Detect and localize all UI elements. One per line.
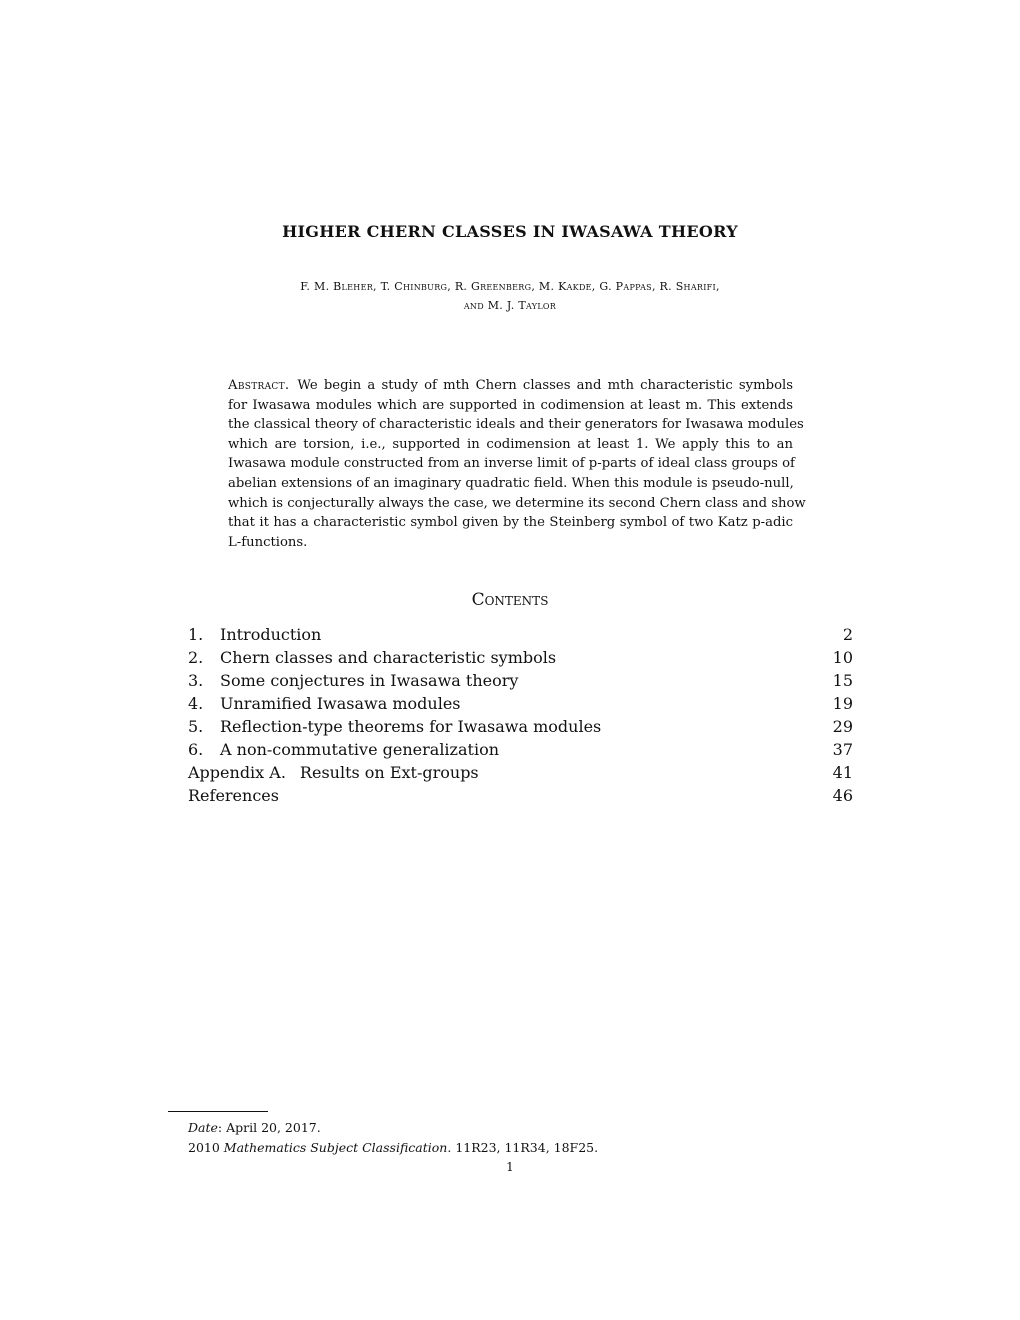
toc-entry-number: 2. (188, 648, 204, 667)
date-footnote (188, 1118, 598, 1138)
msc-year: 2010 (188, 1140, 220, 1155)
toc-entry-label (188, 669, 518, 692)
toc-entry-number: 4. (188, 694, 204, 713)
abstract-line: for Iwasawa modules which are supported in codimension at least m. This extends (228, 397, 793, 413)
toc-entry-page: 29 (832, 717, 853, 736)
abstract-line: abelian extensions of an imaginary quadratic field. When this module is pseudo-null, (228, 475, 794, 491)
toc-entry-label (188, 692, 461, 715)
abstract-line: which is conjecturally always the case, we determine its second Chern class and show (228, 495, 806, 511)
abstract-line: the classical theory of characteristic ideals and their generators for Iwasawa modules (228, 417, 804, 433)
paper-title: HIGHER CHERN CLASSES IN IWASAWA THEORY (282, 222, 738, 241)
abstract-heading: Abstract. (228, 378, 290, 393)
footnote-rule (168, 1111, 268, 1112)
toc-entry-label (188, 738, 499, 761)
footnotes (188, 1118, 598, 1158)
abstract-line: that it has a characteristic symbol given by the Steinberg symbol of two Katz p-adic (228, 515, 793, 531)
toc-entry[interactable] (188, 669, 853, 692)
toc-entry-title: Unramified Iwasawa modules (220, 694, 461, 713)
date-value: : April 20, 2017. (217, 1120, 321, 1135)
page-number: 1 (506, 1160, 514, 1174)
toc-entry-label (188, 623, 321, 646)
toc-entry-title: Results on Ext-groups (299, 763, 479, 782)
toc-entry[interactable] (188, 715, 853, 738)
toc-entry-title: A non-commutative generalization (220, 740, 499, 759)
toc-entry-number: 6. (188, 740, 204, 759)
msc-label: Mathematics Subject Classification. (223, 1140, 452, 1155)
table-of-contents (188, 623, 853, 807)
abstract (228, 376, 806, 552)
toc-entry-number: 1. (188, 625, 204, 644)
toc-entry-page: 2 (842, 625, 853, 644)
toc-entry-title: Introduction (220, 625, 322, 644)
toc-entry[interactable] (188, 623, 853, 646)
toc-entry-number: Appendix A. (188, 763, 286, 782)
contents-heading: Contents (471, 590, 549, 610)
toc-entry[interactable] (188, 646, 853, 669)
toc-entry-label (188, 646, 556, 669)
toc-entry-page: 37 (832, 740, 853, 759)
author-list (0, 277, 1020, 315)
toc-entry-page: 41 (832, 763, 853, 782)
toc-entry[interactable] (188, 692, 853, 715)
abstract-line (228, 376, 793, 396)
toc-entry-page: 19 (832, 694, 853, 713)
abstract-line-text: We begin a study of mth Chern classes and mth characteristic symbols (297, 378, 793, 393)
abstract-line: which are torsion, i.e., supported in codimension at least 1. We apply this to an (228, 436, 793, 452)
toc-entry[interactable] (188, 761, 853, 784)
toc-entry-page: 46 (832, 786, 853, 805)
toc-entry-label (188, 761, 479, 784)
abstract-line: L-functions. (228, 534, 308, 550)
msc-footnote (188, 1138, 598, 1158)
toc-entry[interactable] (188, 738, 853, 761)
toc-entry-label (188, 715, 601, 738)
toc-entry-title: References (188, 786, 279, 805)
toc-entry-number: 5. (188, 717, 204, 736)
toc-entry-label (188, 784, 279, 807)
toc-entry[interactable] (188, 784, 853, 807)
toc-entry-title: Some conjectures in Iwasawa theory (220, 671, 519, 690)
abstract-line: Iwasawa module constructed from an inverse limit of p-parts of ideal class groups of (228, 456, 795, 472)
toc-entry-number: 3. (188, 671, 204, 690)
toc-entry-title: Chern classes and characteristic symbols (220, 648, 557, 667)
toc-entry-page: 10 (832, 648, 853, 667)
toc-entry-title: Reflection-type theorems for Iwasawa modules (220, 717, 602, 736)
date-label: Date (188, 1120, 218, 1135)
author-line-2: and M. J. Taylor (463, 299, 557, 312)
author-line-1: F. M. Bleher, T. Chinburg, R. Greenberg, M. Kakde, G. Pappas, R. Sharifi, (300, 280, 720, 293)
toc-entry-page: 15 (832, 671, 853, 690)
msc-value: 11R23, 11R34, 18F25. (455, 1140, 599, 1155)
